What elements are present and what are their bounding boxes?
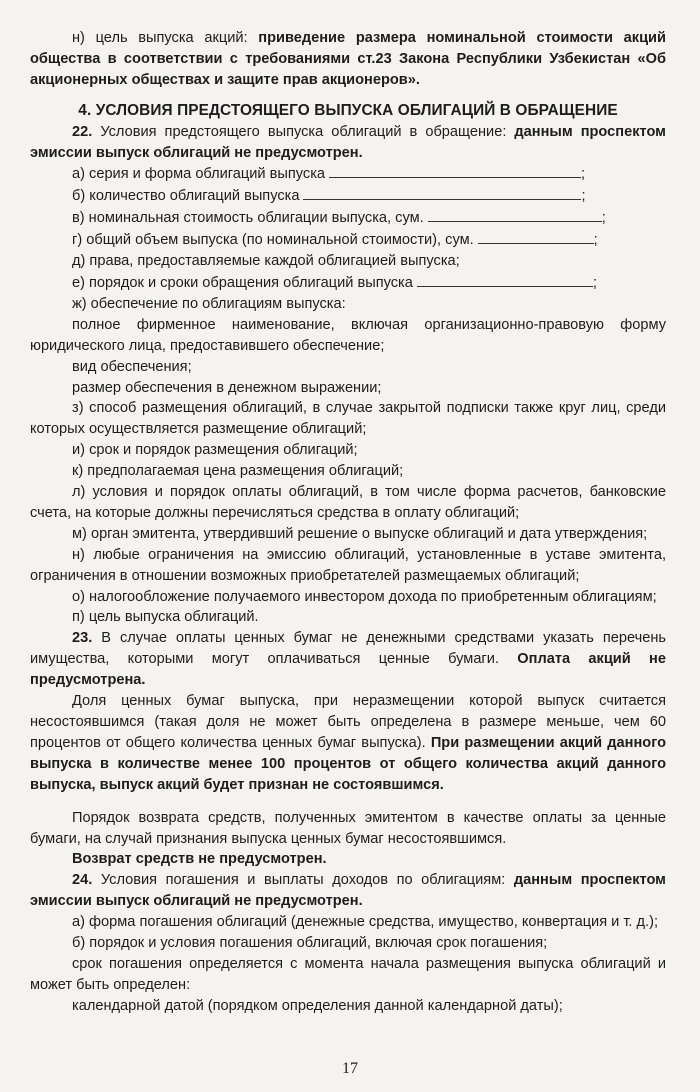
paragraph-restrictions: н) любые ограничения на эмиссию облигаций, установленные в уставе эмитента, ограничения в отношении возможных приобретателей размещаемых облигаций; (30, 546, 666, 584)
paragraph-issuer-body: м) орган эмитента, утвердивший решение о выпуске облигаций и дата утверждения; (72, 525, 648, 542)
clause-24-number: 24. (72, 872, 93, 889)
item-calendar-date: календарной датой (порядком определения данной календарной даты); (72, 997, 563, 1014)
paragraph-taxation: о) налогообложение получаемого инвестором дохода по приобретенным облигациям; (72, 588, 657, 605)
paragraph-refund-procedure: Порядок возврата средств, полученных эмитентом в качестве оплаты за ценные бумаги, на случай признания выпуска ценных бумаг несостоявшимся. (30, 809, 666, 847)
refund-answer-text: Возврат средств не предусмотрен. (72, 851, 327, 868)
item-series-form-label: а) серия и форма облигаций выпуска (72, 166, 326, 183)
clause-23 (30, 628, 666, 691)
item-security: ж) обеспечение по облигациям выпуска: (72, 295, 346, 312)
clause-24 (30, 870, 666, 912)
paragraph-payment-terms: л) условия и порядок оплаты облигаций, в том числе форма расчетов, банковские счета, на которые должны перечисляться средства в оплату облигаций; (30, 484, 666, 521)
share-threshold-answer: При размещении акций данного выпуска в количестве менее 100 процентов от общего количества акций данного выпуска, выпуск акций будет признан не состоявшимся. (30, 734, 666, 793)
section-4-heading: 4. УСЛОВИЯ ПРЕДСТОЯЩЕГО ВЫПУСКА ОБЛИГАЦИЙ В ОБРАЩЕНИЕ (78, 101, 618, 119)
fill-line (428, 207, 602, 222)
item-nominal-value-label: в) номинальная стоимость облигации выпуска, сум. (72, 210, 424, 227)
clause-22-number: 22. (72, 123, 93, 140)
item-security-type: вид обеспечения; (72, 358, 192, 375)
paragraph-placement-method: з) способ размещения облигаций, в случае закрытой подписки также круг лиц, среди которых осуществляется размещение облигаций; (30, 400, 666, 438)
clause-23-text: В случае оплаты ценных бумаг не денежными средствами указать перечень имущества, которыми могут оплачиваться ценные бумаги. (30, 630, 666, 668)
fill-line (478, 229, 594, 244)
item-circulation: е) порядок и сроки обращения облигаций выпуска ; (30, 272, 666, 294)
fill-line (417, 272, 593, 287)
share-threshold-text: Доля ценных бумаг выпуска, при неразмещении которой выпуск считается несостоявшимся (такая доля не может быть определена в размере меньше, чем 60 процентов от общего количества ценных бумаг выпуска). (30, 693, 666, 751)
paragraph-redemption-term: срок погашения определяется с момента начала размещения выпуска облигаций и может быть определен: (30, 955, 666, 993)
clause-24-answer: данным проспектом эмиссии выпуск облигаций не предусмотрен. (30, 872, 666, 910)
item-total-volume-label: г) общий объем выпуска (по номинальной стоимости), сум. (72, 232, 474, 249)
item-series-form: а) серия и форма облигаций выпуска ; (30, 163, 666, 185)
item-nominal-value: в) номинальная стоимость облигации выпуска, сум. ; (30, 207, 666, 229)
paragraph-refund-answer (30, 849, 666, 870)
spacer (30, 796, 666, 808)
issue-purpose-text: приведение размера номинальной стоимости акций общества в соответствии с требованиями ст.23 Закона Республики Узбекистан «Об акционерных обществах и защите прав акционеров». (30, 30, 666, 88)
paragraph-redemption-form: а) форма погашения облигаций (денежные средства, имущество, конвертация и т. д.); (72, 914, 659, 931)
clause-23-answer: Оплата акций не предусмотрена. (30, 651, 666, 689)
item-redemption-procedure: б) порядок и условия погашения облигаций, включая срок погашения; (72, 935, 548, 952)
issue-purpose-paragraph (30, 28, 666, 91)
clause-22-answer: данным проспектом эмиссии выпуск облигаций не предусмотрен. (30, 123, 666, 161)
fill-line (303, 185, 581, 200)
item-quantity-label: б) количество облигаций выпуска (72, 188, 300, 205)
item-security-amount: размер обеспечения в денежном выражении; (72, 379, 382, 396)
item-bond-purpose: п) цель выпуска облигаций. (72, 609, 259, 626)
paragraph-full-name: полное фирменное наименование, включая организационно-правовую форму юридического лица, предоставившего обеспечение; (30, 316, 666, 354)
clause-22-text: Условия предстоящего выпуска облигаций в обращение: (92, 123, 515, 140)
page-number: 17 (342, 1060, 358, 1077)
item-circulation-label: е) порядок и сроки обращения облигаций выпуска (72, 274, 413, 291)
item-placement-price: к) предполагаемая цена размещения облигаций; (72, 463, 404, 480)
clause-22 (30, 122, 666, 164)
issue-purpose-label: н) цель выпуска акций: (72, 30, 259, 46)
item-quantity: б) количество облигаций выпуска ; (30, 185, 666, 207)
clause-24-text: Условия погашения и выплаты доходов по облигациям: (92, 872, 514, 889)
item-placement-term: и) срок и порядок размещения облигаций; (72, 442, 358, 459)
document-page (30, 28, 666, 1017)
item-rights: д) права, предоставляемые каждой облигацией выпуска; (72, 253, 460, 270)
paragraph-share-threshold (30, 691, 666, 796)
item-total-volume: г) общий объем выпуска (по номинальной стоимости), сум. ; (30, 229, 666, 251)
clause-23-number: 23. (72, 630, 93, 647)
fill-line (329, 163, 581, 178)
